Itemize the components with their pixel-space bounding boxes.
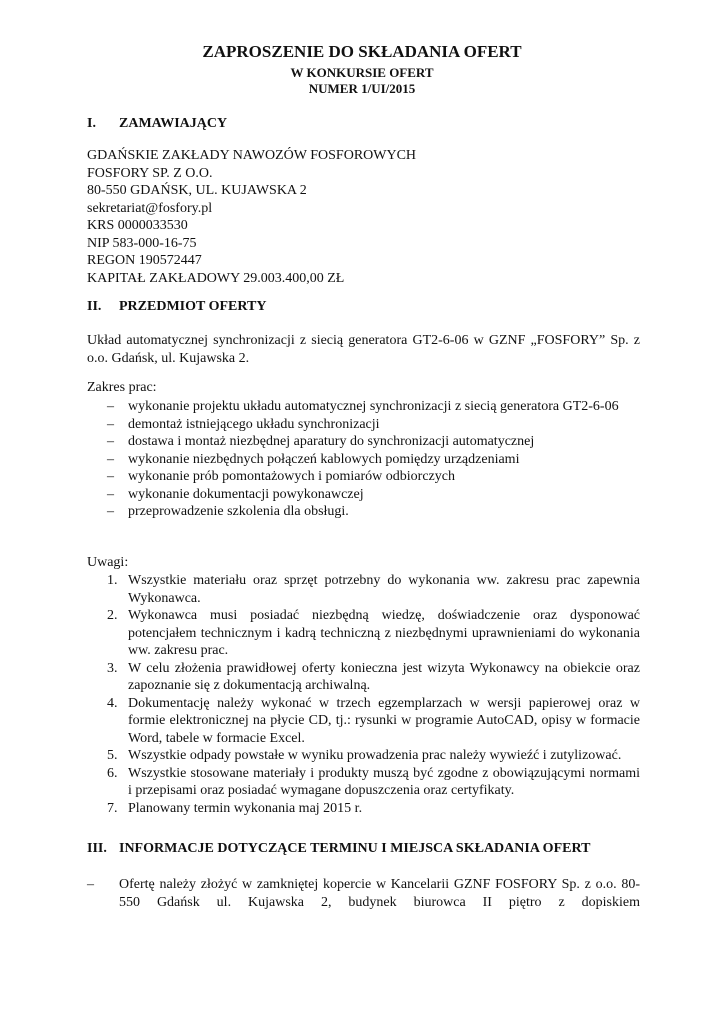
list-item: 7. Planowany termin wykonania maj 2015 r. — [107, 800, 363, 816]
notes-list — [87, 572, 640, 817]
list-item: – demontaż istniejącego układu synchronizacji — [107, 416, 380, 432]
offer-description: Układ automatycznej synchronizacji z siecią generatora GT2-6-06 w GZNF „FOSFORY” Sp. z o.o. Gdańsk, ul. Kujawska 2. — [87, 333, 640, 366]
section-2-title: PRZEDMIOT OFERTY — [119, 299, 267, 314]
contractor-email: sekretariat@fosfory.pl — [87, 200, 213, 216]
dash-bullet: – — [87, 877, 94, 892]
list-item: 6. Wszystkie stosowane materiały i produkty muszą być zgodne z obowiązującymi normami i przepisami oraz posiadać wymagane dopuszczenia oraz certyfikaty. — [107, 765, 640, 798]
list-item: – przeprowadzenie szkolenia dla obsługi. — [107, 504, 349, 519]
document-subtitle: W KONKURSIE OFERT — [290, 65, 434, 80]
document-title: ZAPROSZENIE DO SKŁADANIA OFERT — [202, 42, 522, 61]
contractor-details — [87, 147, 640, 287]
list-item: – dostawa i montaż niezbędnej aparatury do synchronizacji automatycznej — [107, 434, 535, 449]
list-item: 3. W celu złożenia prawidłowej oferty konieczna jest wizyta Wykonawcy na obiekcie oraz zapoznanie się z dokumentacją archiwalną. — [107, 660, 640, 693]
section-2-heading — [87, 298, 266, 316]
scope-list — [87, 398, 640, 521]
section-3-number: III. — [87, 841, 107, 856]
list-item: – wykonanie dokumentacji powykonawczej — [107, 486, 364, 502]
contractor-line: GDAŃSKIE ZAKŁADY NAWOZÓW FOSFOROWYCH — [87, 148, 417, 163]
section-2-number: II. — [87, 299, 102, 314]
contractor-line: 80-550 GDAŃSK, UL. KUJAWSKA 2 — [87, 183, 307, 198]
notes-label: Uwagi: — [87, 555, 129, 570]
dash-bullet: – — [107, 416, 114, 432]
list-item: 1. Wszystkie materiału oraz sprzęt potrzebny do wykonania ww. zakresu prac zapewnia Wykonawca. — [107, 573, 640, 606]
scope-label: Zakres prac: — [87, 380, 157, 395]
dash-bullet: – — [107, 504, 114, 519]
contractor-line: NIP 583-000-16-75 — [87, 235, 197, 251]
list-item: – wykonanie prób pomontażowych i pomiarów odbiorczych — [107, 469, 455, 484]
list-item: 4. Dokumentację należy wykonać w trzech egzemplarzach w wersji papierowej oraz w formie elektronicznej na płycie CD, tj.: rysunki w programie AutoCAD, opisy w formacie Word, tabele w formacie Excel. — [107, 695, 640, 746]
dash-bullet: – — [107, 469, 114, 484]
section-1-heading — [87, 115, 227, 133]
contractor-line: KRS 0000033530 — [87, 218, 188, 233]
dash-bullet: – — [107, 451, 114, 467]
list-item: – wykonanie projektu układu automatycznej synchronizacji z siecią generatora GT2-6-06 — [107, 399, 619, 414]
section-1-number: I. — [87, 116, 96, 131]
list-item: 2. Wykonawca musi posiadać niezbędną wiedzę, doświadczenie oraz dysponować potencjałem technicznym i kadrą techniczną z niezbędnymi uprawnieniami do wykonania ww. zakresu prac. — [107, 608, 640, 658]
dash-bullet: – — [107, 399, 114, 414]
section-3-title: INFORMACJE DOTYCZĄCE TERMINU I MIEJSCA SKŁADANIA OFERT — [119, 841, 591, 856]
dash-bullet: – — [107, 486, 114, 502]
list-item: – wykonanie niezbędnych połączeń kablowych pomiędzy urządzeniami — [107, 451, 520, 467]
contractor-line: FOSFORY SP. Z O.O. — [87, 165, 213, 181]
contractor-line: KAPITAŁ ZAKŁADOWY 29.003.400,00 ZŁ — [87, 270, 345, 286]
section-1-title: ZAMAWIAJĄCY — [119, 116, 228, 131]
dash-bullet: – — [107, 434, 114, 449]
submission-text: Ofertę należy złożyć w zamkniętej kopercie w Kancelarii GZNF FOSFORY Sp. z o.o. 80-550 Gdańsk ul. Kujawska 2, budynek biurowca II piętro z dopiskiem — [119, 877, 640, 910]
contractor-line: REGON 190572447 — [87, 253, 202, 268]
document-number: NUMER 1/UI/2015 — [308, 81, 416, 96]
list-item: 5. Wszystkie odpady powstałe w wyniku prowadzenia prac należy wywieźć i zutylizować. — [107, 748, 622, 763]
section-3-heading — [87, 840, 590, 858]
submission-info — [87, 876, 640, 911]
